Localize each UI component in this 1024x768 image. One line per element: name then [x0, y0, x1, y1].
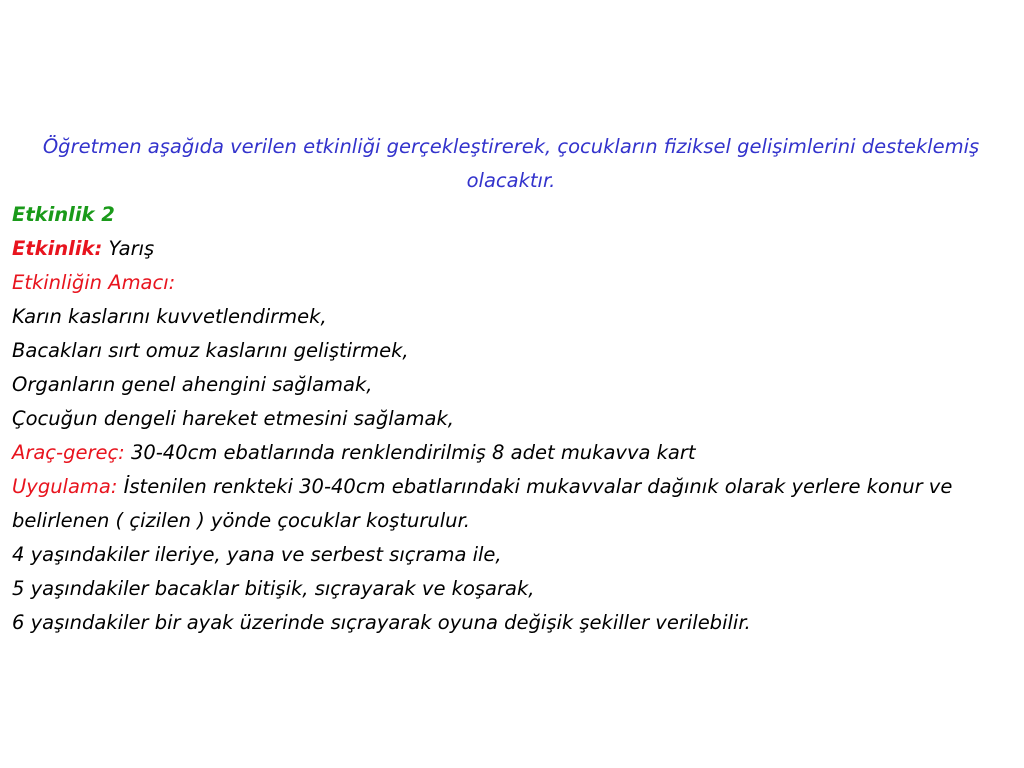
purpose-item: Organların genel ahengini sağlamak,	[12, 373, 373, 396]
application-value: İstenilen renkteki 30-40cm ebatlarındaki mukavvalar dağınık olarak yerlere konur ve belirlenen ( çizilen ) yönde çocuklar koşturulur.	[12, 475, 953, 532]
purpose-item: Çocuğun dengeli hareket etmesini sağlamak,	[12, 407, 454, 430]
age-line: 6 yaşındakiler bir ayak üzerinde sıçrayarak oyuna değişik şekiller verilebilir.	[12, 611, 751, 634]
purpose-item: Bacakları sırt omuz kaslarını geliştirmek,	[12, 339, 409, 362]
application-line	[12, 470, 1010, 538]
materials-label: Araç-gereç:	[12, 441, 125, 464]
intro-text: Öğretmen aşağıda verilen etkinliği gerçekleştirerek, çocukların fiziksel gelişimlerini desteklemiş olacaktır.	[42, 135, 980, 192]
activity-number-heading: Etkinlik 2	[12, 203, 115, 226]
age-line: 4 yaşındakiler ileriye, yana ve serbest sıçrama ile,	[12, 543, 502, 566]
activity-label: Etkinlik:	[12, 237, 103, 260]
activity-line	[12, 232, 1010, 266]
application-label: Uygulama:	[12, 475, 118, 498]
activity-value: Yarış	[102, 237, 155, 260]
materials-line	[12, 436, 1010, 470]
age-line: 5 yaşındakiler bacaklar bitişik, sıçrayarak ve koşarak,	[12, 577, 535, 600]
purpose-label: Etkinliğin Amacı:	[12, 271, 176, 294]
materials-value: 30-40cm ebatlarında renklendirilmiş 8 adet mukavva kart	[124, 441, 696, 464]
purpose-item: Karın kaslarını kuvvetlendirmek,	[12, 305, 327, 328]
